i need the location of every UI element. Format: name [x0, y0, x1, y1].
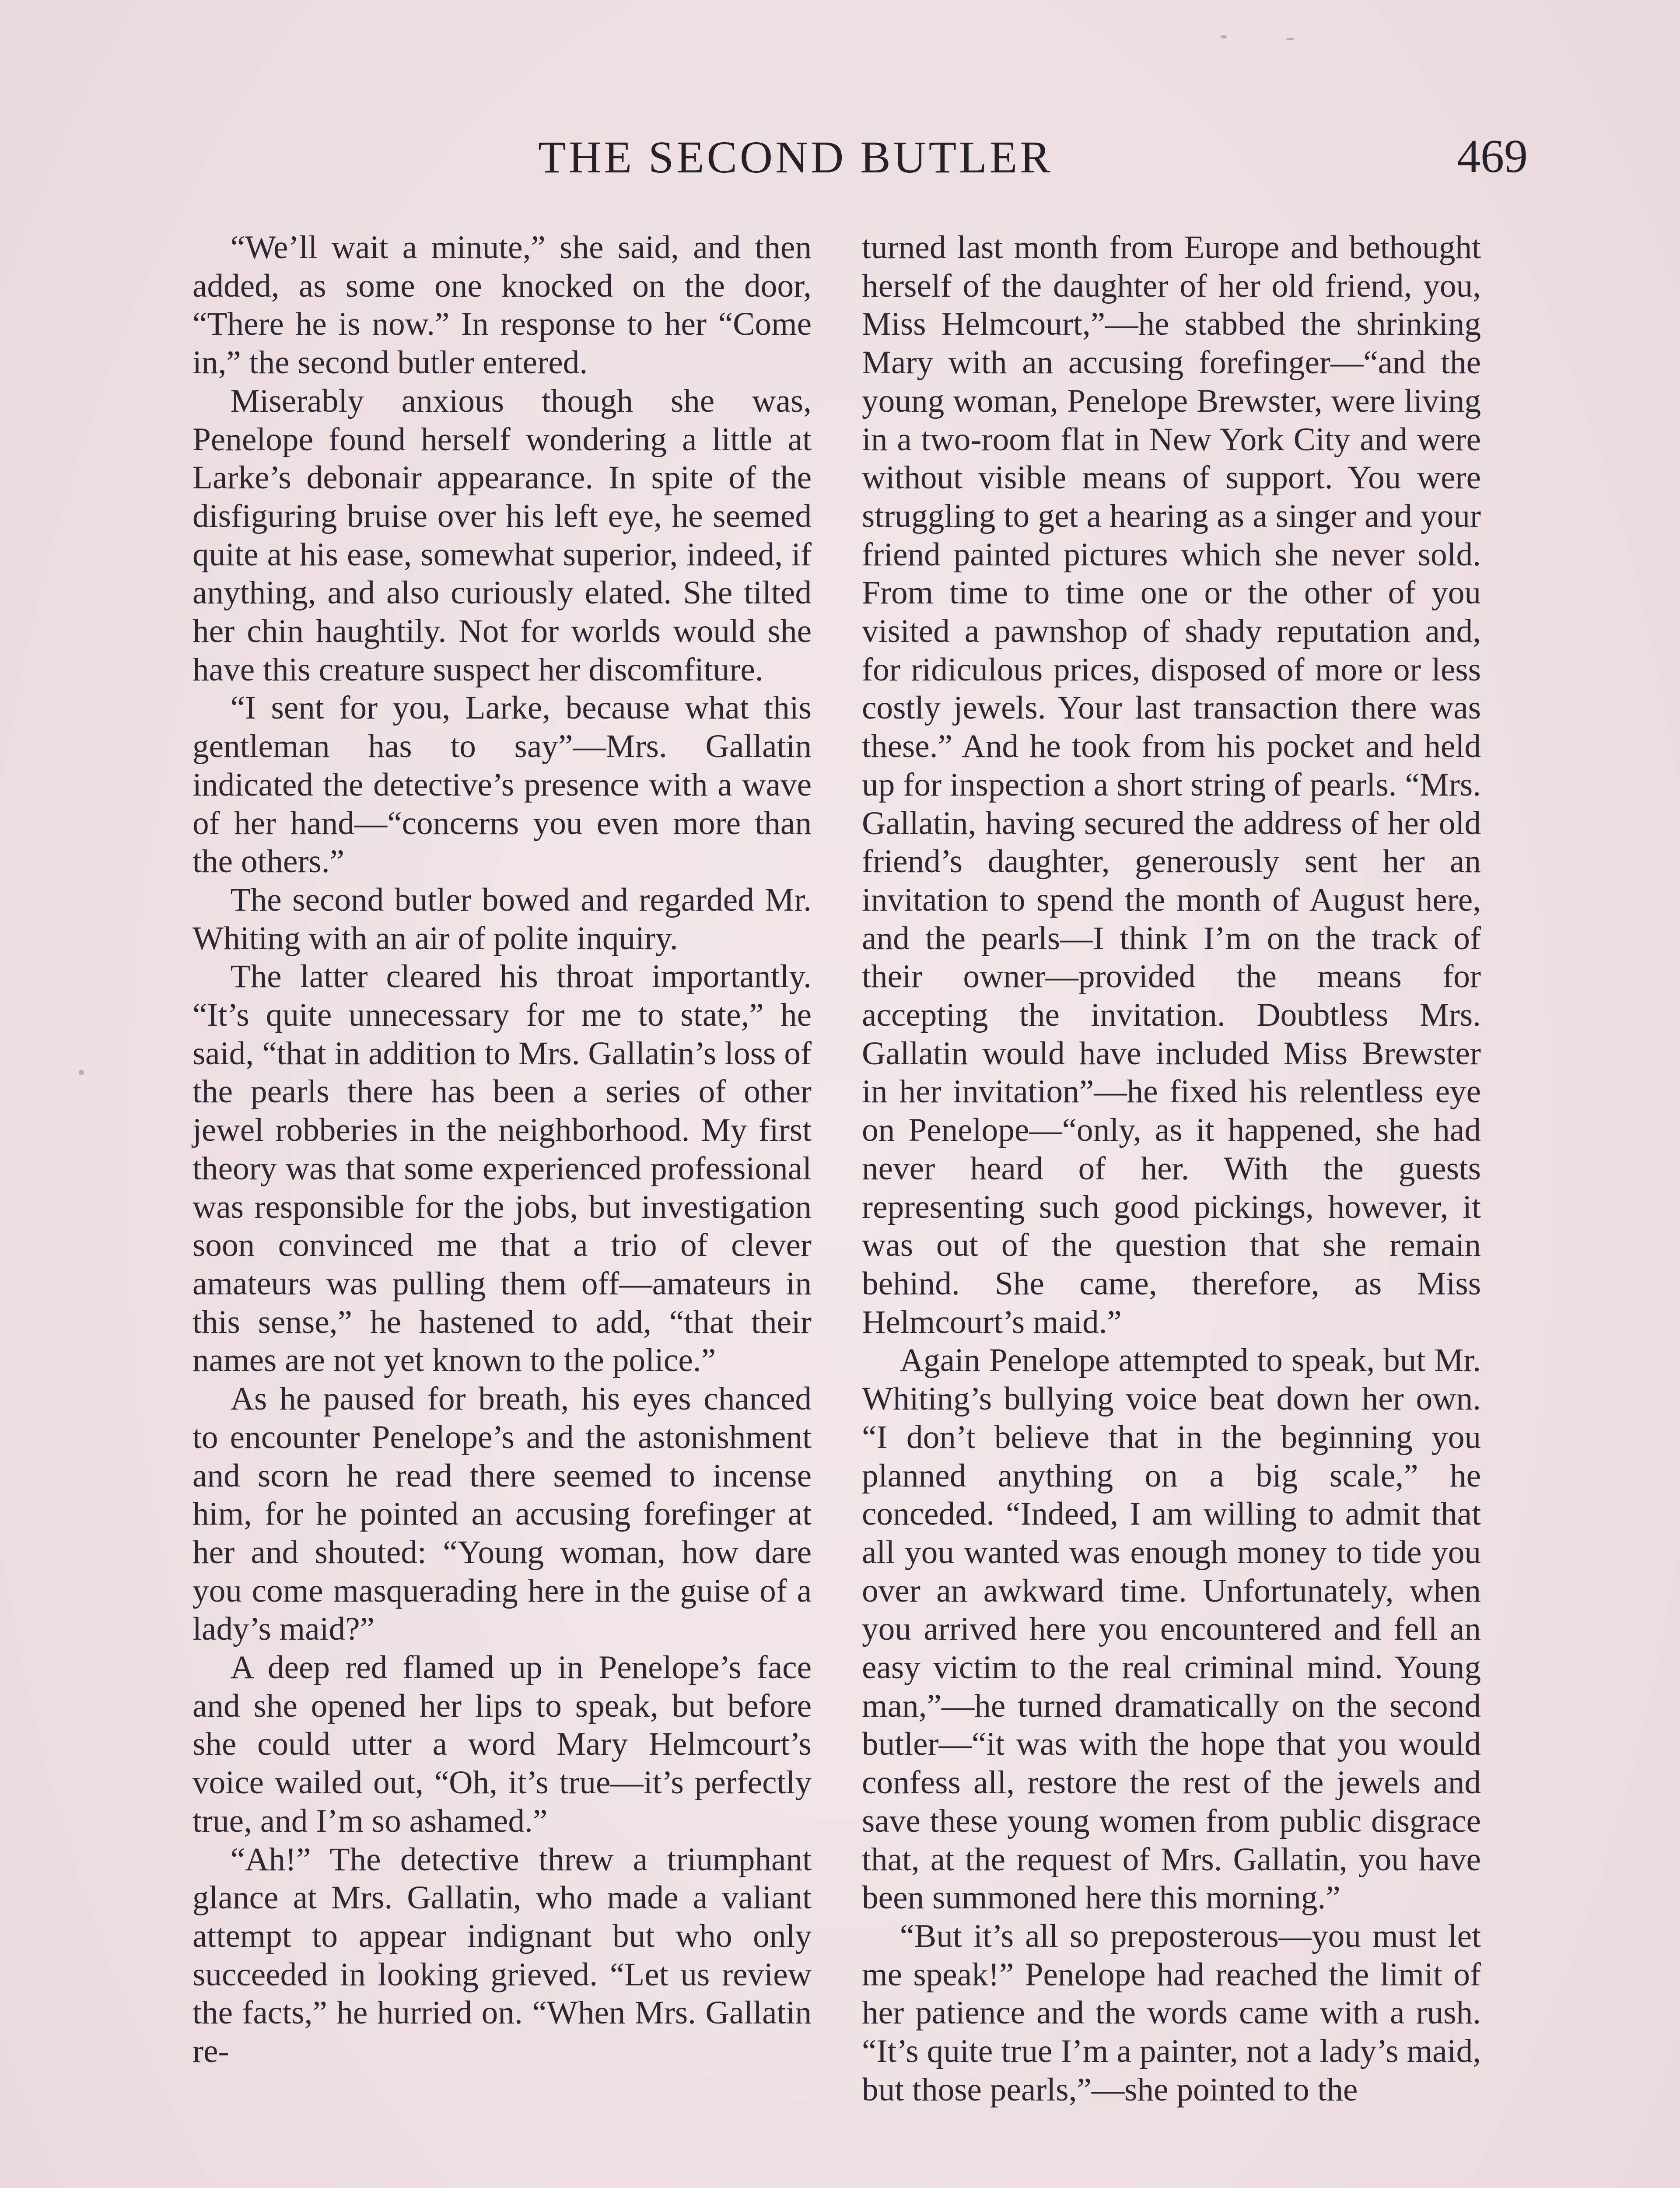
- paragraph: A deep red flamed up in Penelope’s face and she opened her lips to speak, but before she could utter a word Mary Helmcourt’s voice wailed out, “Oh, it’s true—it’s perfectly true, and I’m so ashamed.”: [192, 1649, 812, 1839]
- paragraph: “But it’s all so preposterous—you must let me speak!” Penelope had reached the limit of her patience and the words came with a rush. “It’s quite true I’m a painter, not a lady’s maid, but those pearls,”—she pointed to the: [862, 1918, 1481, 2108]
- page-number: 469: [1457, 130, 1528, 182]
- text-column-right: [862, 228, 1481, 2109]
- paragraph: Miserably anxious though she was, Penelope found herself wondering a little at Larke’s debonair appearance. In spite of the disfiguring bruise over his left eye, he seemed quite at his ease, somewhat superior, indeed, if anything, and also curiously elated. She tilted her chin haughtily. Not for worlds would she have this creature suspect her discomfiture.: [192, 382, 812, 688]
- paragraph: The latter cleared his throat importantly. “It’s quite unnecessary for me to state,” he said, “that in addition to Mrs. Gallatin’s loss of the pearls there has been a series of other jewel robberies in the neighborhood. My first theory was that some experienced professional was responsible for the jobs, but investigation soon convinced me that a trio of clever amateurs was pulling them off—amateurs in this sense,” he hastened to add, “that their names are not yet known to the police.”: [192, 958, 812, 1379]
- paragraph: Again Penelope attempted to speak, but Mr. Whiting’s bullying voice beat down her own. “I don’t believe that in the beginning you planned anything on a big scale,” he conceded. “Indeed, I am willing to admit that all you wanted was enough money to tide you over an awkward time. Unfortunately, when you arrived here you encountered and fell an easy victim to the real criminal mind. Young man,”—he turned dramatically on the second butler—“it was with the hope that you would confess all, restore the rest of the jewels and save these young women from public disgrace that, at the request of Mrs. Gallatin, you have been summoned here this morning.”: [862, 1342, 1481, 1916]
- paper-speck: [79, 1070, 84, 1075]
- paper-speck: [1286, 38, 1294, 40]
- text-column-left: [192, 228, 812, 2071]
- paper-speck: [1221, 35, 1227, 39]
- paragraph: “We’ll wait a minute,” she said, and then added, as some one knocked on the door, “There he is now.” In response to her “Come in,” the second butler entered.: [192, 229, 812, 381]
- paragraph: “I sent for you, Larke, because what this gentleman has to say”—Mrs. Gallatin indicated the detective’s presence with a wave of her hand—“concerns you even more than the others.”: [192, 690, 812, 880]
- running-title: THE SECOND BUTLER: [538, 132, 1053, 182]
- paragraph: The second butler bowed and regarded Mr. Whiting with an air of polite inquiry.: [192, 881, 812, 957]
- paragraph: “Ah!” The detective threw a triumphant glance at Mrs. Gallatin, who made a valiant attempt to appear indignant but who only succeeded in looking grieved. “Let us review the facts,” he hurried on. “When Mrs. Gallatin re-: [192, 1841, 812, 2070]
- paragraph-continued: turned last month from Europe and bethought herself of the daughter of her old friend, you, Miss Helmcourt,”—he stabbed the shrinking Mary with an accusing forefinger—“and the young woman, Penelope Brewster, were living in a two-room flat in New York City and were without visible means of support. You were struggling to get a hearing as a singer and your friend painted pictures which she never sold. From time to time one or the other of you visited a pawnshop of shady reputation and, for ridiculous prices, disposed of more or less costly jewels. Your last transaction there was these.” And he took from his pocket and held up for inspection a short string of pearls. “Mrs. Gallatin, having secured the address of her old friend’s daughter, generously sent her an invitation to spend the month of August here, and the pearls—I think I’m on the track of their owner—provided the means for accepting the invitation. Doubtless Mrs. Gallatin would have included Miss Brewster in her invitation”—he fixed his relentless eye on Penelope—“only, as it happened, she had never heard of her. With the guests representing such good pickings, however, it was out of the question that she remain behind. She came, therefore, as Miss Helmcourt’s maid.”: [862, 229, 1481, 1340]
- paragraph: As he paused for breath, his eyes chanced to encounter Penelope’s and the astonishment and scorn he read there seemed to incense him, for he pointed an accusing forefinger at her and shouted: “Young woman, how dare you come masquerading here in the guise of a lady’s maid?”: [192, 1381, 812, 1648]
